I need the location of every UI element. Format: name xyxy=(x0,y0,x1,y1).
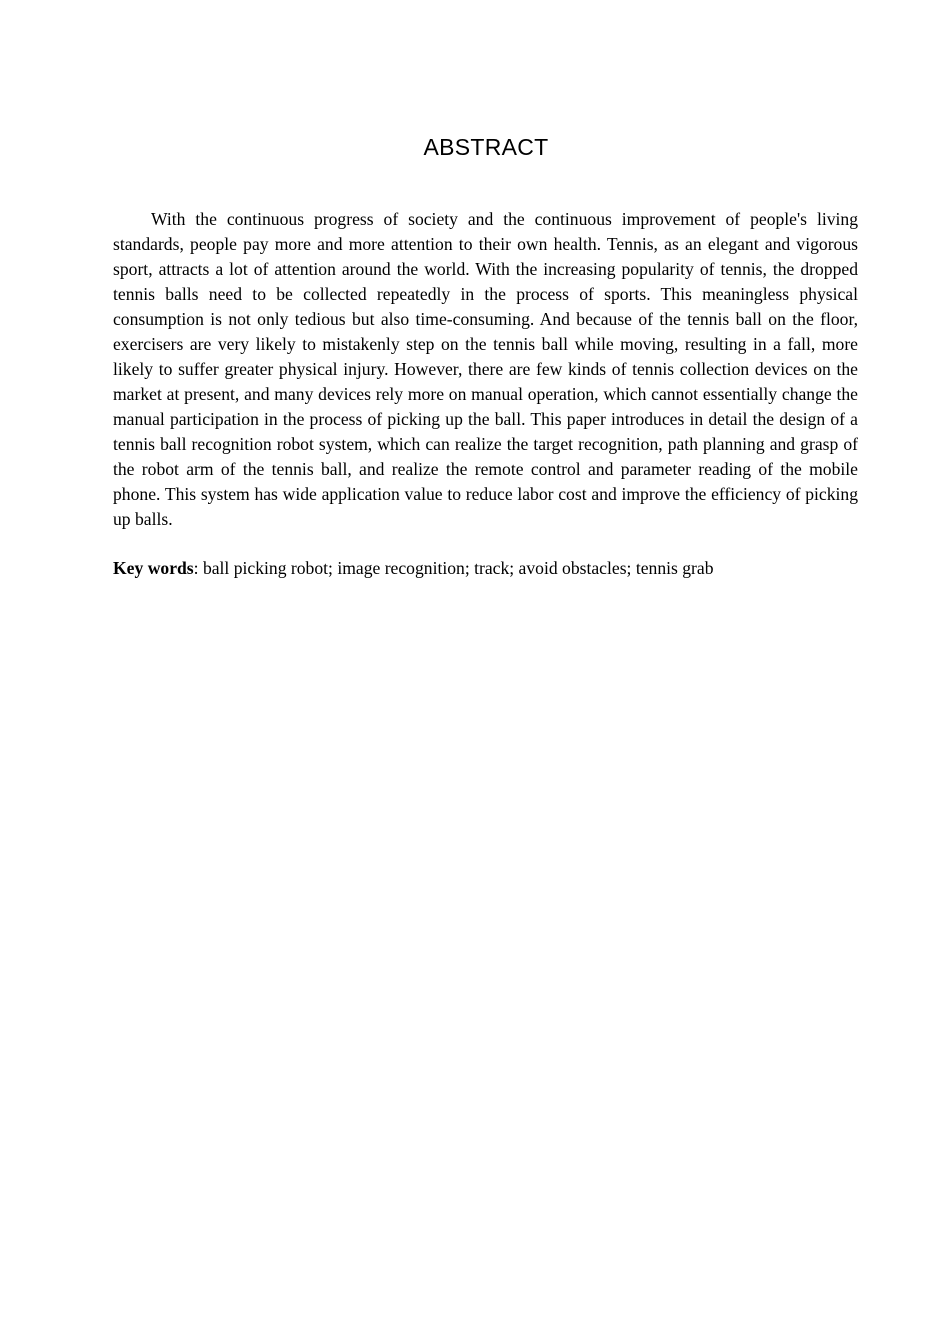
keywords-list: ball picking robot; image recognition; track; avoid obstacles; tennis grab xyxy=(202,558,714,578)
keywords-line xyxy=(113,556,858,581)
abstract-paragraph: With the continuous progress of society and the continuous improvement of people's living standards, people pay more and more attention to their own health. Tennis, as an elegant and vigorous sport, attracts a lot of attention around the world. With the increasing popularity of tennis, the dropped tennis balls need to be collected repeatedly in the process of sports. This meaningless physical consumption is not only tedious but also time-consuming. And because of the tennis ball on the floor, exercisers are very likely to mistakenly step on the tennis ball while moving, resulting in a fall, more likely to suffer greater physical injury. However, there are few kinds of tennis collection devices on the market at present, and many devices rely more on manual operation, which cannot essentially change the manual participation in the process of picking up the ball. This paper introduces in detail the design of a tennis ball recognition robot system, which can realize the target recognition, path planning and grasp of the robot arm of the tennis ball, and realize the remote control and parameter reading of the mobile phone. This system has wide application value to reduce labor cost and improve the efficiency of picking up balls. xyxy=(113,209,858,529)
keywords-label: Key words xyxy=(113,558,194,578)
abstract-title: ABSTRACT xyxy=(423,134,549,160)
keywords-separator: : xyxy=(193,558,203,578)
